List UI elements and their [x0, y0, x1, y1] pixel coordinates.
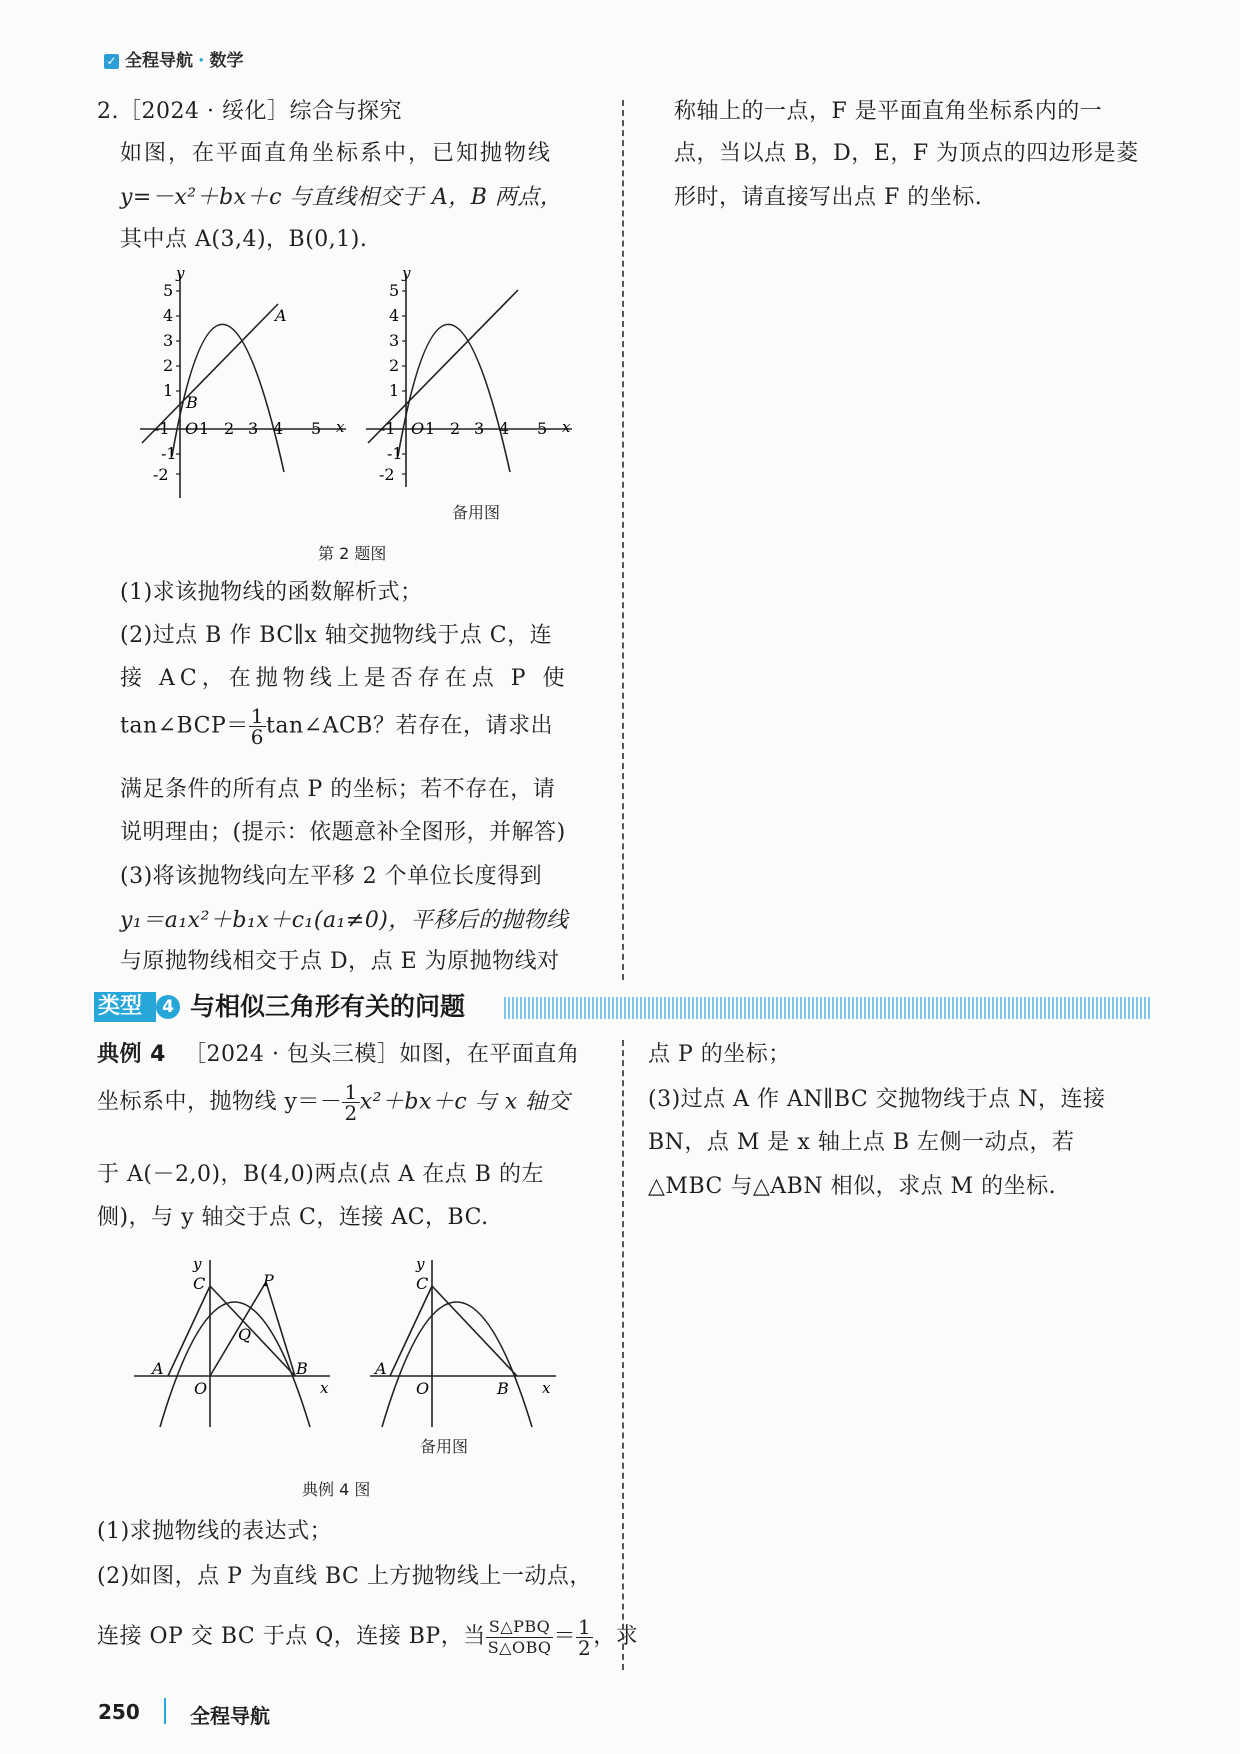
g3-point-Q: Q — [238, 1325, 252, 1344]
g1-xtick-4: 4 — [273, 419, 284, 438]
g3-y-label: y — [193, 1255, 202, 1273]
ex4-source: ［2024 · 包头三模］如图，在平面直角 — [183, 1042, 580, 1067]
g3-point-P: P — [263, 1271, 274, 1290]
g2-y-label: y — [402, 264, 411, 282]
ex4-right-line-1: 点 P 的坐标； — [648, 1042, 791, 1067]
ex4-line-3: 于 A(－2,0)，B(4,0)两点(点 A 在点 B 的左 — [97, 1162, 544, 1187]
q2-part-1: (1)求该抛物线的函数解析式； — [120, 580, 423, 605]
ex4-half-num: 1 — [578, 1614, 592, 1639]
ex4-p2b-eq: ＝ — [553, 1624, 576, 1649]
g3-point-B: B — [296, 1359, 308, 1378]
ex4-p2b-post: ，求 — [593, 1624, 639, 1649]
q2-part-2-line-c — [120, 706, 553, 747]
q2-part-2-line-d: 满足条件的所有点 P 的坐标；若不存在，请 — [120, 777, 556, 802]
ex4-area-den: S△OBQ — [487, 1637, 552, 1657]
q2-right-line-3: 形时，请直接写出点 F 的坐标. — [674, 185, 983, 210]
q2-frac-num: 1 — [250, 704, 265, 728]
g1-xtick-neg1: -1 — [154, 419, 170, 438]
g1-ytick-3: 3 — [163, 331, 174, 350]
check-icon: ✓ — [104, 54, 119, 69]
ex4-figure-graph — [130, 1252, 340, 1432]
ex4-ratio-half — [576, 1614, 593, 1660]
g2-ytick-2: 2 — [389, 356, 400, 375]
header-title: 全程导航 — [125, 51, 193, 71]
q2-spare-caption: 备用图 — [452, 503, 501, 522]
q2-spare-graph — [362, 262, 582, 502]
q2-frac-den: 6 — [250, 725, 265, 749]
section-banner — [94, 992, 1152, 1022]
ex4-l2-post: x²＋bx＋c 与 x 轴交 — [359, 1089, 571, 1115]
g1-xtick-5: 5 — [311, 419, 322, 438]
q2-right-line-1: 称轴上的一点，F 是平面直角坐标系内的一 — [674, 99, 1103, 124]
g1-origin: O — [185, 419, 199, 438]
q2-figure-caption: 第 2 题图 — [318, 544, 387, 563]
q2-figure-graph — [136, 262, 356, 502]
q2-part-2-line-a: (2)过点 B 作 BC∥x 轴交抛物线于点 C，连 — [120, 623, 553, 648]
ex4-area-num: S△PBQ — [486, 1617, 554, 1638]
g4-origin: O — [416, 1379, 430, 1398]
ex4-label: 典例 4 — [97, 1042, 166, 1067]
g1-point-A: A — [275, 306, 287, 325]
g1-point-B: B — [186, 393, 198, 412]
section-title: 与相似三角形有关的问题 — [190, 992, 466, 1021]
g1-ytick-1: 1 — [163, 381, 174, 400]
g2-xtick-neg1: -1 — [380, 419, 396, 438]
g2-ytick-neg2: -2 — [379, 465, 395, 484]
column-divider-bottom — [622, 1040, 624, 1670]
g2-x-label: x — [562, 418, 571, 436]
q2-part-3-line-a: (3)将该抛物线向左平移 2 个单位长度得到 — [120, 864, 543, 889]
q2-right-line-2: 点，当以点 B，D，E，F 为顶点的四边形是菱 — [674, 141, 1139, 166]
g4-x-label: x — [542, 1379, 551, 1397]
ex4-frac-den: 2 — [344, 1101, 358, 1125]
ex4-line-1 — [97, 1044, 579, 1066]
g1-xtick-1: 1 — [199, 419, 210, 438]
header-subject: 数学 — [209, 51, 244, 71]
q2-line-2: y=－x²＋bx＋c 与直线相交于 A，B 两点， — [120, 185, 563, 210]
ex4-line-2 — [97, 1082, 570, 1123]
q2-part-2-line-b: 接 AC，在抛物线上是否存在点 P 使 — [120, 666, 570, 691]
ex4-half-den: 2 — [578, 1635, 592, 1660]
g2-xtick-4: 4 — [499, 419, 510, 438]
q2-part-2-line-e: 说明理由；(提示：依题意补全图形，并解答) — [120, 820, 566, 845]
footer-title: 全程导航 — [190, 1704, 270, 1728]
g4-y-label: y — [416, 1255, 425, 1273]
q2-fraction-one-sixth — [249, 706, 266, 747]
g2-xtick-2: 2 — [450, 419, 461, 438]
q2-tan-rhs: tan∠ACB？若存在，请求出 — [266, 713, 553, 739]
ex4-spare-caption: 备用图 — [420, 1437, 469, 1456]
g3-point-C: C — [193, 1274, 206, 1293]
ex4-part-2-line-b — [97, 1614, 638, 1660]
q2-line-3: 其中点 A(3,4)，B(0,1). — [120, 227, 368, 252]
column-divider-top — [622, 100, 624, 980]
g2-ytick-neg1: -1 — [387, 444, 403, 463]
header-dot: · — [198, 51, 205, 71]
g1-x-label: x — [336, 418, 345, 436]
g4-point-A: A — [375, 1359, 387, 1378]
running-header — [104, 46, 243, 71]
q2-part-3-line-c: 与原抛物线相交于点 D，点 E 为原抛物线对 — [120, 949, 560, 974]
g2-xtick-1: 1 — [425, 419, 436, 438]
g1-xtick-2: 2 — [224, 419, 235, 438]
ex4-fraction-half — [342, 1082, 359, 1123]
g2-ytick-5: 5 — [389, 281, 400, 300]
ex4-figure-caption: 典例 4 图 — [302, 1480, 371, 1499]
g1-y-label: y — [176, 264, 185, 282]
g3-point-A: A — [152, 1359, 164, 1378]
q2-title: 2.［2024 · 绥化］综合与探究 — [97, 99, 402, 124]
g2-origin: O — [411, 419, 425, 438]
ex4-right-line-4: △MBC 与△ABN 相似，求点 M 的坐标. — [648, 1174, 1057, 1199]
ex4-part-2-line-a: (2)如图，点 P 为直线 BC 上方抛物线上一动点， — [97, 1564, 592, 1589]
section-stripes — [504, 997, 1152, 1019]
ex4-area-ratio — [486, 1617, 554, 1658]
g1-xtick-3: 3 — [248, 419, 259, 438]
ex4-p2b-pre: 连接 OP 交 BC 于点 Q，连接 BP，当 — [97, 1624, 486, 1649]
ex4-frac-num: 1 — [344, 1080, 358, 1104]
g1-ytick-4: 4 — [163, 306, 174, 325]
section-tag: 类型 — [94, 992, 156, 1022]
g2-ytick-4: 4 — [389, 306, 400, 325]
g3-origin: O — [194, 1379, 208, 1398]
ex4-part-1: (1)求抛物线的表达式； — [97, 1519, 333, 1544]
g4-point-B: B — [497, 1379, 509, 1398]
page-number: 250 — [98, 1700, 140, 1724]
ex4-right-line-2: (3)过点 A 作 AN∥BC 交抛物线于点 N，连接 — [648, 1087, 1106, 1112]
g2-xtick-3: 3 — [474, 419, 485, 438]
g2-ytick-3: 3 — [389, 331, 400, 350]
ex4-line-4: 侧)，与 y 轴交于点 C，连接 AC，BC. — [97, 1205, 489, 1230]
q2-tan-lhs: tan∠BCP＝ — [120, 713, 249, 739]
g1-ytick-neg1: -1 — [161, 444, 177, 463]
ex4-spare-graph — [366, 1252, 566, 1432]
ex4-right-line-3: BN，点 M 是 x 轴上点 B 左侧一动点，若 — [648, 1130, 1075, 1155]
footer-divider — [164, 1698, 166, 1724]
g1-ytick-2: 2 — [163, 356, 174, 375]
section-number-badge: 4 — [156, 995, 180, 1019]
g2-ytick-1: 1 — [389, 381, 400, 400]
ex4-l2-pre: 坐标系中，抛物线 y＝－ — [97, 1089, 343, 1115]
g2-xtick-5: 5 — [537, 419, 548, 438]
q2-part-3-line-b: y₁＝a₁x²＋b₁x＋c₁(a₁≠0)，平移后的抛物线 — [120, 908, 569, 933]
g1-ytick-5: 5 — [163, 281, 174, 300]
q2-line-1: 如图，在平面直角坐标系中，已知抛物线 — [120, 141, 553, 166]
g1-ytick-neg2: -2 — [153, 465, 169, 484]
g4-point-C: C — [416, 1274, 429, 1293]
g3-x-label: x — [320, 1379, 329, 1397]
